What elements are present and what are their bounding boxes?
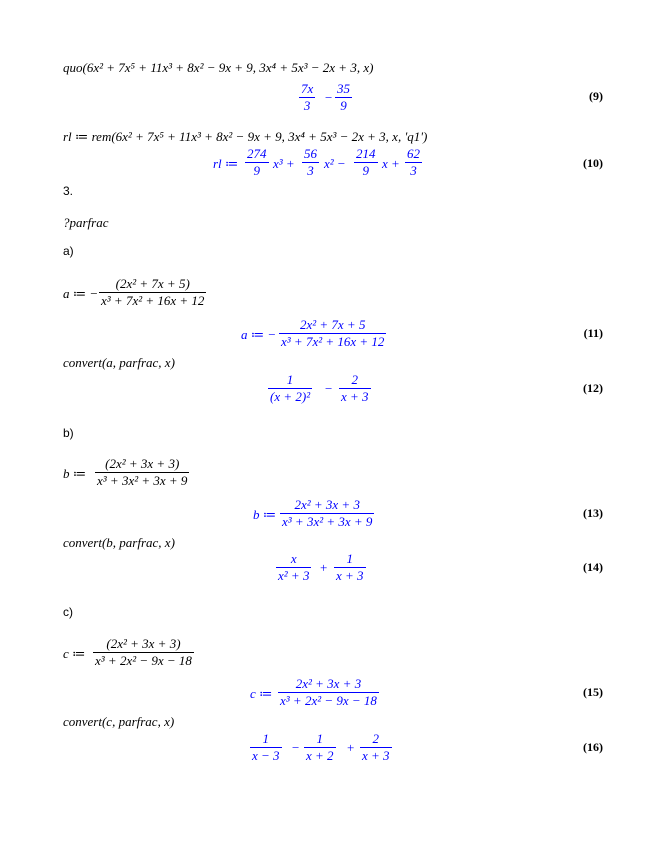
numerator: 214 bbox=[356, 146, 376, 161]
b-convert-command[interactable]: convert(b, parfrac, x) bbox=[63, 535, 175, 550]
denominator: x³ + 7x² + 16x + 12 bbox=[101, 293, 205, 308]
denominator: 3 bbox=[405, 162, 422, 179]
numerator: 2x² + 3x + 3 bbox=[295, 676, 362, 691]
coef-1 bbox=[245, 146, 269, 179]
denominator: 3 bbox=[302, 162, 319, 179]
denominator: x + 3 bbox=[336, 568, 364, 583]
part-c-label: c) bbox=[63, 605, 73, 619]
a-input-fraction[interactable] bbox=[99, 276, 206, 309]
denominator: 9 bbox=[245, 162, 269, 179]
part-b-label: b) bbox=[63, 426, 74, 440]
c-result-term-1 bbox=[250, 731, 282, 764]
denominator: x³ + 3x² + 3x + 9 bbox=[97, 473, 188, 488]
numerator: 2 bbox=[372, 731, 380, 746]
numerator: x bbox=[290, 551, 297, 566]
equation-number: (11) bbox=[583, 326, 603, 340]
numerator: (2x² + 3x + 3) bbox=[105, 456, 180, 471]
c-input-lhs[interactable]: c ≔ bbox=[63, 646, 86, 661]
numerator: 7x bbox=[301, 81, 314, 96]
numerator: 1 bbox=[316, 731, 324, 746]
coef-4 bbox=[405, 146, 422, 179]
denominator: x³ + 2x² − 9x − 18 bbox=[280, 693, 377, 708]
rl-lhs: rl ≔ bbox=[213, 156, 239, 171]
numerator: (2x² + 3x + 3) bbox=[106, 636, 181, 651]
a-output-lhs: a ≔ − bbox=[241, 327, 277, 342]
denominator: x − 3 bbox=[252, 748, 280, 763]
c-result-term-3 bbox=[360, 731, 392, 764]
denominator: x + 2 bbox=[306, 748, 334, 763]
a-input-lhs[interactable]: a ≔ − bbox=[63, 286, 99, 301]
term-power: x + bbox=[382, 156, 400, 171]
numerator: 62 bbox=[407, 146, 420, 161]
numerator: 1 bbox=[346, 551, 354, 566]
a-result-term-1 bbox=[268, 372, 312, 405]
operator: − bbox=[325, 90, 333, 105]
numerator: 1 bbox=[262, 731, 270, 746]
b-input-lhs[interactable]: b ≔ bbox=[63, 466, 87, 481]
c-convert-command[interactable]: convert(c, parfrac, x) bbox=[63, 714, 175, 729]
denominator: x³ + 3x² + 3x + 9 bbox=[282, 514, 373, 529]
term-power: x² − bbox=[324, 156, 346, 171]
rem-command[interactable]: rl ≔ rem(6x² + 7x⁵ + 11x³ + 8x² − 9x + 9, 3x⁴ + 5x³ − 2x + 3, x, 'q1') bbox=[63, 129, 428, 144]
denominator: 9 bbox=[335, 97, 352, 114]
part-a-label: a) bbox=[63, 244, 74, 258]
denominator: x + 3 bbox=[341, 389, 369, 404]
numerator: (2x² + 7x + 5) bbox=[115, 276, 190, 291]
denominator: x³ + 7x² + 16x + 12 bbox=[281, 334, 385, 349]
numerator: 2x² + 7x + 5 bbox=[299, 317, 366, 332]
term-power: x³ + bbox=[273, 156, 295, 171]
denominator: 9 bbox=[354, 162, 378, 179]
operator: − bbox=[292, 740, 300, 755]
c-output-lhs: c ≔ bbox=[250, 686, 273, 701]
b-result-term-1 bbox=[276, 551, 311, 584]
quo-term-1 bbox=[299, 81, 315, 114]
a-output-fraction bbox=[279, 317, 386, 350]
c-result-term-2 bbox=[304, 731, 336, 764]
equation-number: (12) bbox=[583, 381, 603, 395]
a-result-term-2 bbox=[339, 372, 371, 405]
equation-number: (13) bbox=[583, 506, 603, 520]
b-output-fraction bbox=[280, 497, 374, 530]
a-convert-command[interactable]: convert(a, parfrac, x) bbox=[63, 355, 175, 370]
quo-term-2 bbox=[335, 81, 352, 114]
numerator: 56 bbox=[304, 146, 317, 161]
denominator: x² + 3 bbox=[278, 568, 310, 583]
operator: + bbox=[347, 740, 355, 755]
numerator: 35 bbox=[337, 81, 350, 96]
denominator: x + 3 bbox=[362, 748, 390, 763]
b-output-lhs: b ≔ bbox=[253, 507, 277, 522]
b-result-term-2 bbox=[334, 551, 366, 584]
numerator: 1 bbox=[286, 372, 294, 387]
c-output-fraction bbox=[278, 676, 379, 709]
operator: − bbox=[325, 381, 333, 396]
section-number: 3. bbox=[63, 184, 74, 198]
denominator: 3 bbox=[299, 97, 315, 114]
equation-number: (10) bbox=[583, 156, 603, 170]
numerator: 2x² + 3x + 3 bbox=[294, 497, 360, 512]
operator: + bbox=[320, 560, 328, 575]
numerator: 2 bbox=[351, 372, 359, 387]
coef-3 bbox=[354, 146, 378, 179]
coef-2 bbox=[302, 146, 319, 179]
help-command[interactable]: ?parfrac bbox=[63, 215, 109, 230]
equation-number: (16) bbox=[583, 740, 603, 754]
quo-command[interactable]: quo(6x² + 7x⁵ + 11x³ + 8x² − 9x + 9, 3x⁴ + 5x³ − 2x + 3, x) bbox=[63, 60, 374, 75]
equation-number: (14) bbox=[583, 560, 603, 574]
equation-number: (9) bbox=[589, 89, 603, 103]
b-input-fraction[interactable] bbox=[95, 456, 189, 489]
denominator: x³ + 2x² − 9x − 18 bbox=[95, 653, 192, 668]
equation-number: (15) bbox=[583, 685, 603, 699]
denominator: (x + 2)² bbox=[270, 389, 311, 404]
c-input-fraction[interactable] bbox=[93, 636, 194, 669]
numerator: 274 bbox=[247, 146, 267, 161]
